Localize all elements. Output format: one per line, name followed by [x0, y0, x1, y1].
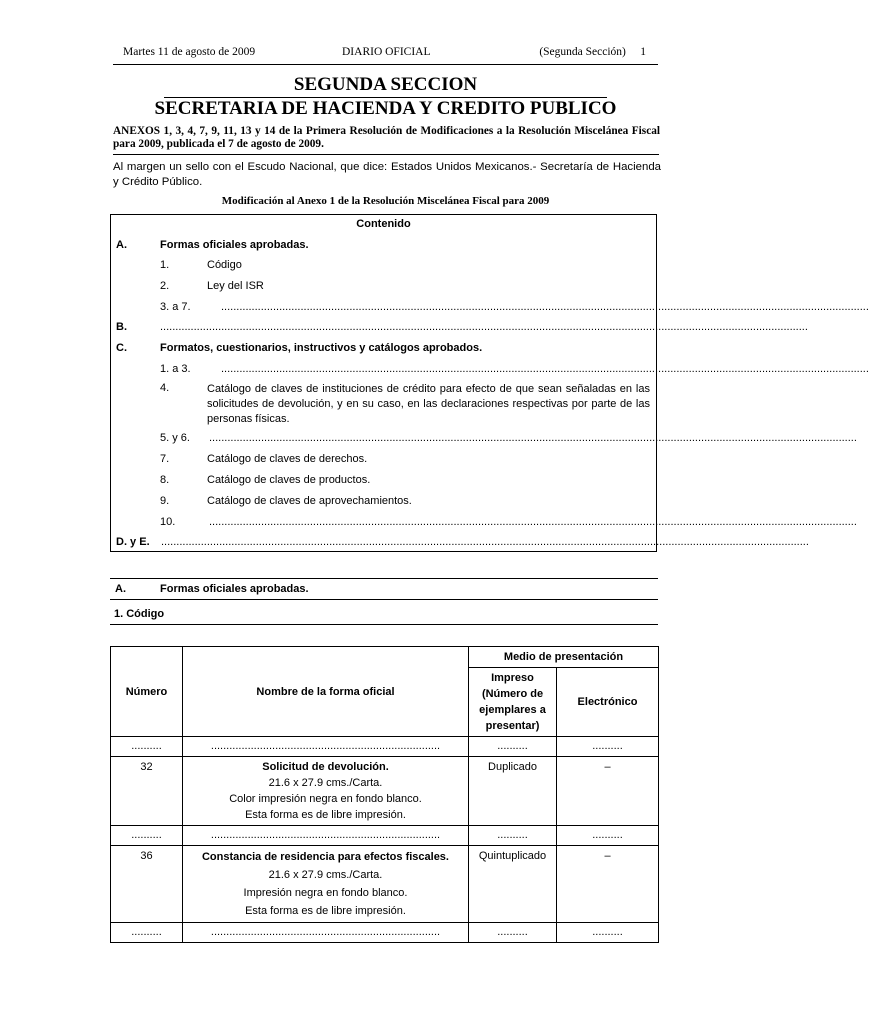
- dot-leader: ....................................................................................................................................................................................................................: [221, 363, 869, 375]
- table-row: [111, 846, 659, 923]
- margin-note: Al margen un sello con el Escudo Nacional, que dice: Estados Unidos Mexicanos.- Secretaría de Hacienda y Crédito Público.: [113, 161, 661, 188]
- table-row-ellipsis: [111, 737, 659, 757]
- form-detail: 21.6 x 27.9 cms./Carta.: [268, 869, 383, 881]
- header-section-page: [539, 46, 646, 58]
- header-publication: DIARIO OFICIAL: [342, 46, 431, 58]
- item-number: 1.: [160, 259, 170, 271]
- ministry-title: SECRETARIA DE HACIENDA Y CREDITO PUBLICO: [154, 98, 617, 119]
- form-detail: 21.6 x 27.9 cms./Carta.: [268, 777, 383, 789]
- item-number: 7.: [160, 453, 170, 465]
- form-name-cell: [183, 757, 469, 826]
- dots-cell: ..........: [111, 826, 183, 846]
- anexos-heading: ANEXOS 1, 3, 4, 7, 9, 11, 13 y 14 de la Primera Resolución de Modificaciones a la Resolución Miscelánea Fiscal para 2009, publicada el 7 de agosto de 2009.: [113, 125, 660, 150]
- page-number: 1: [640, 46, 646, 58]
- item-number: 10.: [160, 516, 176, 528]
- column-header-impreso: Impreso (Número de ejemplares a presentar): [469, 668, 557, 737]
- table-row-ellipsis: [111, 923, 659, 943]
- item-text: Catálogo de claves de productos.: [207, 474, 371, 486]
- divider: [110, 624, 658, 625]
- divider: [113, 154, 659, 155]
- form-impreso: Quintuplicado: [469, 846, 557, 923]
- dots-cell: ..........: [557, 923, 659, 943]
- dots-cell: ..........: [557, 826, 659, 846]
- section-a-heading: [110, 578, 658, 600]
- table-row: [111, 757, 659, 826]
- section-label: C.: [116, 342, 127, 354]
- section-label: A.: [115, 583, 126, 595]
- subsection-codigo: 1. Código: [114, 608, 165, 620]
- form-detail: Esta forma es de libre impresión.: [245, 809, 406, 821]
- form-number: 36: [111, 846, 183, 923]
- item-text: Catálogo de claves de derechos.: [207, 453, 368, 465]
- dots-cell: ..........: [111, 923, 183, 943]
- dots-cell: ..........: [469, 737, 557, 757]
- dot-leader: ....................................................................................................................................................................................................................: [160, 321, 808, 333]
- contents-box: [110, 214, 869, 552]
- column-header-nombre: Nombre de la forma oficial: [183, 647, 469, 737]
- section-title: Formas oficiales aprobadas.: [160, 239, 309, 251]
- form-electronico: –: [557, 846, 659, 923]
- dots-cell: ..........: [469, 923, 557, 943]
- section-label: B.: [116, 321, 127, 333]
- dot-leader: ....................................................................................................................................................................................................................: [161, 536, 809, 548]
- page-header: [113, 44, 658, 65]
- item-text: Código: [207, 259, 242, 271]
- header-section: (Segunda Sección): [539, 46, 626, 58]
- column-header-numero: Número: [111, 647, 183, 737]
- section-title: Formas oficiales aprobadas.: [160, 583, 309, 595]
- column-header-medio: Medio de presentación: [469, 647, 659, 668]
- section-label: A.: [116, 239, 127, 251]
- form-name-cell: [183, 846, 469, 923]
- section-title-block: [113, 74, 658, 120]
- forms-table: [110, 646, 659, 943]
- form-name: Solicitud de devolución.: [262, 761, 389, 773]
- modification-title: Modificación al Anexo 1 de la Resolución Miscelánea Fiscal para 2009: [221, 195, 550, 207]
- form-electronico: –: [557, 757, 659, 826]
- contents-heading: Contenido: [356, 218, 411, 230]
- form-number: 32: [111, 757, 183, 826]
- header-date: Martes 11 de agosto de 2009: [123, 46, 256, 58]
- column-header-electronico: Electrónico: [557, 668, 659, 737]
- item-number: 3. a 7.: [160, 301, 191, 313]
- dots-cell: ..........: [469, 826, 557, 846]
- item-number: 5. y 6.: [160, 432, 190, 444]
- item-number: 8.: [160, 474, 170, 486]
- form-detail: Color impresión negra en fondo blanco.: [229, 793, 422, 805]
- dots-cell: ...........................................................................: [183, 826, 469, 846]
- dot-leader: ....................................................................................................................................................................................................................: [209, 432, 857, 444]
- form-detail: Esta forma es de libre impresión.: [245, 905, 406, 917]
- section-title: Formatos, cuestionarios, instructivos y catálogos aprobados.: [160, 342, 483, 354]
- item-number: 1. a 3.: [160, 363, 191, 375]
- item-text: Ley del ISR: [207, 280, 264, 292]
- table-row-ellipsis: [111, 826, 659, 846]
- item-text: Catálogo de claves de instituciones de crédito para efecto de que sean señaladas en las solicitudes de devolución, y en su caso, en las declaraciones respectivas por parte de las personas físicas.: [207, 383, 650, 425]
- item-number: 4.: [160, 382, 170, 394]
- section-title: SEGUNDA SECCION: [164, 74, 607, 98]
- dot-leader: ....................................................................................................................................................................................................................: [221, 301, 869, 313]
- section-label: D. y E.: [116, 536, 150, 548]
- item-number: 2.: [160, 280, 170, 292]
- item-text: Catálogo de claves de aprovechamientos.: [207, 495, 412, 507]
- dots-cell: ..........: [111, 737, 183, 757]
- dot-leader: ....................................................................................................................................................................................................................: [209, 516, 857, 528]
- dots-cell: ..........: [557, 737, 659, 757]
- item-number: 9.: [160, 495, 170, 507]
- form-detail: Impresión negra en fondo blanco.: [243, 887, 408, 899]
- form-name: Constancia de residencia para efectos fiscales.: [201, 851, 449, 863]
- form-impreso: Duplicado: [469, 757, 557, 826]
- dots-cell: ...........................................................................: [183, 923, 469, 943]
- dots-cell: ...........................................................................: [183, 737, 469, 757]
